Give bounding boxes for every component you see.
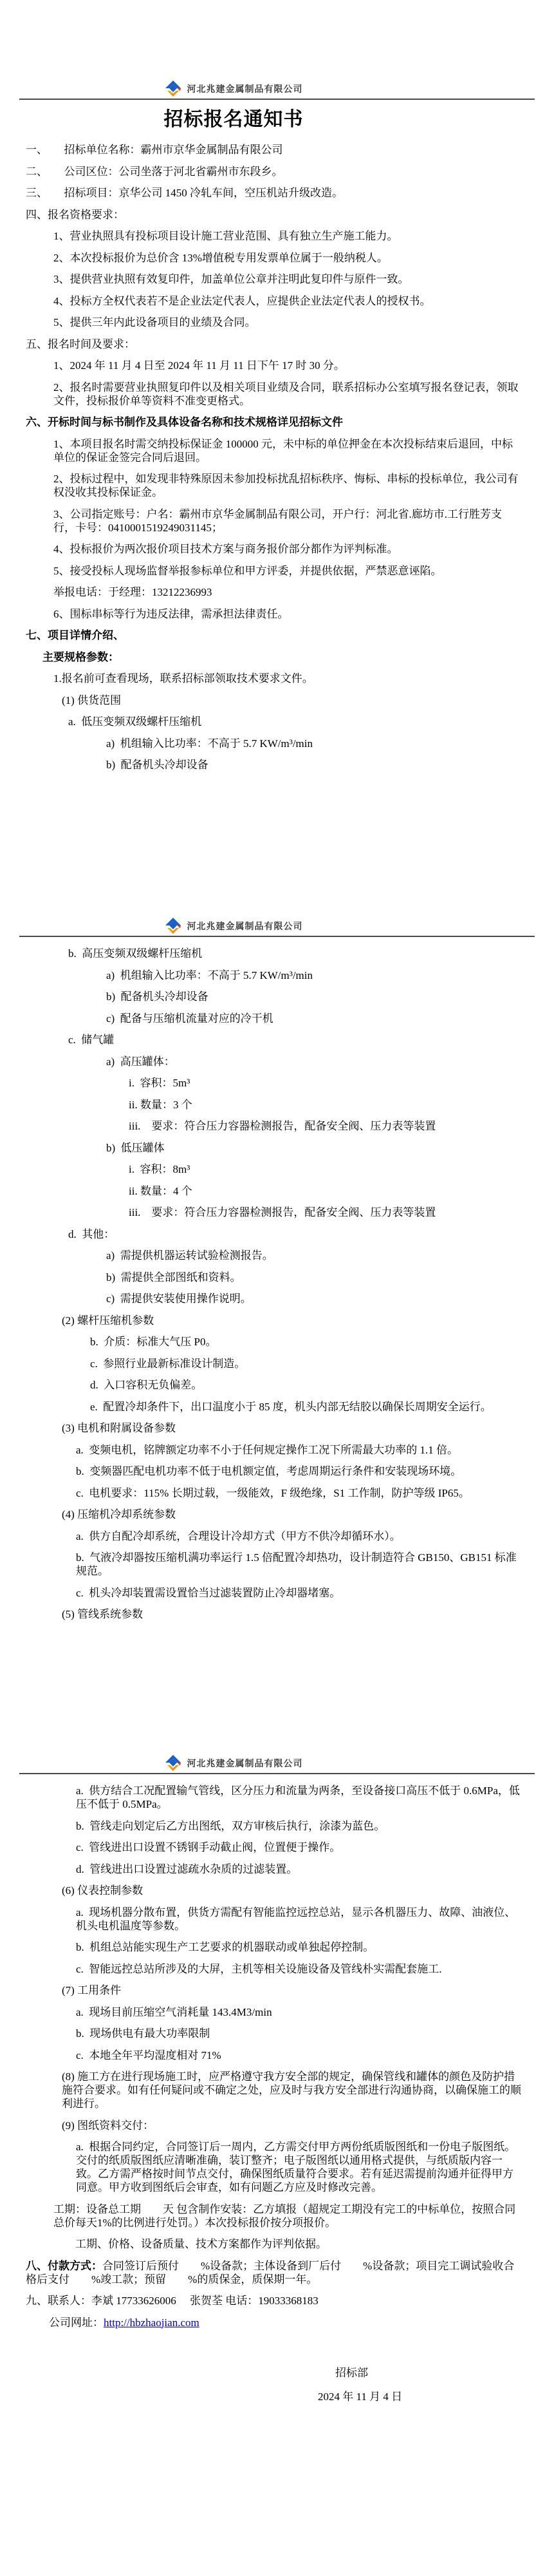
doc-line: iii. 要求：符合压力容器检测报告，配备安全阀、压力表等装置 (129, 1120, 436, 1132)
doc-line: 3、公司指定账号：户名：霸州市京华金属制品有限公司，开户行：河北省.廊坊市.工行胜芳支行，卡号：0410001519249031145； (53, 507, 502, 534)
doc-line: e. 配置冷却条件下，出口温度小于 85 度，机头内部无结胶以确保长周期安全运行。 (90, 1400, 492, 1413)
header-rule (19, 936, 535, 937)
page-2-content (26, 947, 522, 1629)
doc-line: 工期：设备总工期 天 包含制作安装：乙方填报（超规定工期没有完工的中标单位，按照合同总价每天1%的比例进行处罚。）本次投标报价按分项报价。 (53, 2202, 516, 2229)
company-name: 河北兆建金属制品有限公司 (187, 922, 303, 932)
page-header (0, 80, 467, 99)
doc-line: c. 参照行业最新标准设计制造。 (90, 1357, 246, 1370)
doc-line: 公司网址：http://hbzhaojian.com (49, 2316, 199, 2329)
page-1-content (26, 143, 522, 780)
doc-line: a) 机组输入比功率：不高于 5.7 KW/m³/min (106, 969, 313, 981)
doc-line: ii. 数量：3 个 (129, 1098, 192, 1111)
doc-line: 2、投标过程中，如发现非特殊原因未参加投标扰乱招标秩序、悔标、串标的投标单位，我公司有权没收其投标保证金。 (53, 473, 519, 498)
doc-line: b. 管线走向划定后乙方出图纸，双方审核后执行，涂漆为蓝色。 (76, 1819, 385, 1832)
doc-line: iii. 要求：符合压力容器检测报告，配备安全阀、压力表等装置 (129, 1206, 436, 1218)
doc-line: (6) 仪表控制参数 (62, 1884, 143, 1897)
doc-line: 4、投标方全权代表若不是企业法定代表人，应提供企业法定代表人的授权书。 (53, 294, 431, 307)
doc-line: (8) 施工方在进行现场施工时，应严格遵守我方安全部的规定，确保管线和罐体的颜色及防护措施符合要求。如有任何疑问或不确定之处，应及时与我方安全部进行沟通协商，以确保施工的顺利进行。 (62, 2070, 521, 2110)
doc-line: c) 配备与压缩机流量对应的冷干机 (106, 1012, 273, 1025)
doc-line: a) 机组输入比功率：不高于 5.7 KW/m³/min (106, 737, 313, 750)
doc-line-label: 八、付款方式： (26, 2259, 102, 2272)
doc-line: c. 管线进出口设置不锈钢手动截止阀，位置便于操作。 (76, 1841, 341, 1853)
doc-line: i. 容积：5m³ (129, 1077, 190, 1089)
doc-line: d. 管线进出口设置过滤疏水杂质的过滤装置。 (76, 1862, 298, 1875)
footer-department: 招标部 (335, 2367, 368, 2379)
doc-line: (5) 管线系统参数 (62, 1608, 143, 1620)
doc-line: 主要规格参数： (42, 650, 119, 663)
doc-line: c. 机头冷却装置需设置恰当过滤装置防止冷却器堵塞。 (76, 1586, 341, 1599)
company-website-link[interactable]: http://hbzhaojian.com (104, 2316, 199, 2329)
header-rule (19, 99, 535, 100)
doc-line: a) 需提供机器运转试验检测报告。 (106, 1249, 273, 1262)
doc-line: 工期、价格、设备质量、技术方案都作为评判依据。 (75, 2238, 327, 2250)
doc-line: 6、围标串标等行为违反法律，需承担法律责任。 (53, 607, 289, 620)
doc-line: a. 供方自配冷却系统，合理设计冷却方式（甲方不供冷却循环水）。 (76, 1530, 401, 1542)
doc-line: d. 入口容积无负偏差。 (90, 1379, 203, 1391)
doc-line: (3) 电机和附属设备参数 (62, 1422, 176, 1434)
page-3-content (26, 1784, 522, 2337)
doc-line: a. 低压变频双级螺杆压缩机 (68, 715, 202, 728)
doc-line: 三、 招标项目：京华公司 1450 冷轧车间，空压机站升级改造。 (26, 187, 343, 199)
doc-line: 1.报名前可查看现场，联系招标部领取技术要求文件。 (53, 672, 313, 685)
doc-line: a. 根据合同约定，合同签订后一周内，乙方需交付甲方两份纸质版图纸和一份电子版图纸。交付的纸质版图纸应清晰准确，装订整齐；电子版图纸以通用格式提供，与纸质版内容一致。乙方需严格按时间节点交付，确保图纸质量符合要求。若有延迟需提前沟通并征得甲方同意。甲方收到图纸后会审查，如有问题乙方应及时修改完善。 (76, 2141, 516, 2193)
company-name: 河北兆建金属制品有限公司 (187, 1759, 303, 1769)
doc-line: i. 容积：8m³ (129, 1163, 190, 1175)
doc-line: b. 介质：标准大气压 P0。 (90, 1336, 217, 1348)
doc-line: b) 配备机头冷却设备 (106, 759, 208, 771)
page-header (0, 917, 467, 936)
doc-line: 1、2024 年 11 月 4 日至 2024 年 11 月 11 日下午 17 时 30 分。 (53, 359, 345, 372)
doc-line: c) 需提供安装使用操作说明。 (106, 1293, 252, 1305)
doc-line: b. 机组总站能实现生产工艺要求的机器联动或单独起停控制。 (76, 1941, 374, 1953)
doc-line: ii. 数量：4 个 (129, 1184, 192, 1197)
doc-line: (7) 工用条件 (62, 1984, 122, 1996)
doc-line: b. 气液冷却器按压缩机满功率运行 1.5 倍配置冷却热功，设计制造符合 GB150、GB151 标准规范。 (76, 1551, 517, 1577)
doc-line: a. 现场目前压缩空气消耗量 143.4M3/min (76, 2005, 272, 2018)
company-logo-icon (165, 1754, 181, 1772)
doc-line: (1) 供货范围 (62, 694, 122, 706)
doc-line: a. 现场机器分散布置，供货方需配有智能监控远控总站，显示各机器压力、故障、油液位、机头电机温度等参数。 (76, 1906, 516, 1932)
company-logo-icon (165, 917, 181, 935)
doc-line: 4、投标报价为两次报价项目技术方案与商务报价部分都作为评判标准。 (53, 543, 398, 555)
doc-line: 五、报名时间及要求： (26, 337, 135, 350)
doc-line: b. 现场供电有最大功率限制 (76, 2027, 210, 2040)
doc-line: b. 高压变频双级螺杆压缩机 (68, 947, 203, 960)
doc-line: (4) 压缩机冷却系统参数 (62, 1508, 176, 1520)
doc-line: 2、报名时需要营业执照复印件以及相关项目业绩及合同，联系招标办公室填写报名登记表，领取文件，投标报价单等资料不准变更格式。 (53, 381, 519, 407)
doc-line: 1、本项目报名时需交纳投标保证金 100000 元，未中标的单位押金在本次投标结束后退回，中标单位的保证金签完合同后退回。 (53, 437, 513, 464)
doc-line: b) 配备机头冷却设备 (106, 990, 208, 1003)
page-title: 招标报名通知书 (163, 109, 304, 130)
company-name: 河北兆建金属制品有限公司 (187, 85, 303, 95)
doc-line: 六、开标时间与标书制作及具体设备名称和技术规格详见招标文件 (26, 416, 343, 428)
doc-line: c. 储气罐 (68, 1034, 115, 1046)
doc-line: d. 其他： (68, 1227, 115, 1240)
doc-line: c. 电机要求：115% 长期过载，一级能效，F 级绝缘，S1 工作制，防护等级 IP65。 (76, 1486, 470, 1499)
doc-line: 四、报名资格要求： (26, 208, 124, 221)
doc-line: 一、 招标单位名称：霸州市京华金属制品有限公司 (26, 144, 283, 156)
header-rule (19, 1773, 535, 1774)
doc-line: b. 变频器匹配电机功率不低于电机额定值，考虑周期运行条件和安装现场环境。 (76, 1465, 462, 1477)
doc-line: c. 本地全年平均湿度相对 71% (76, 2049, 221, 2061)
doc-line: (2) 螺杆压缩机参数 (62, 1314, 154, 1327)
doc-line: a) 高压罐体： (106, 1055, 175, 1068)
company-logo-icon (165, 80, 181, 98)
doc-line: 2、本次投标报价为总价含 13%增值税专用发票单位属于一般纳税人。 (53, 251, 388, 264)
doc-line: 七、项目详情介绍、 (26, 629, 124, 641)
doc-line: 5、提供三年内此设备项目的业绩及合同。 (53, 316, 256, 328)
doc-line: 举报电话：于经理：13212236993 (53, 586, 212, 598)
page-header (0, 1754, 467, 1774)
doc-line: a. 变频电机，铭牌额定功率不小于任何规定操作工况下所需最大功率的 1.1 倍。 (76, 1443, 459, 1456)
doc-line: 5、接受投标人现场监督举报参标单位和甲方评委，并提供依据，严禁恶意诬陷。 (53, 564, 442, 577)
doc-line: 八、付款方式：合同签订后预付 %设备款；主体设备到厂后付 %设备款；项目完工调试验收合格后支付 %竣工款；预留 %的质保金，质保期一年。 (26, 2259, 515, 2286)
doc-line: c. 智能远控总站所涉及的大屏，主机等相关设施设备及管线朴实需配套施工. (76, 1962, 442, 1975)
doc-line: b) 低压罐体 (106, 1141, 165, 1154)
doc-line: a. 供方结合工况配置输气管线，区分压力和流量为两条，至设备接口高压不低于 0.6MPa，低压不低于 0.5MPa。 (76, 1785, 520, 1810)
doc-line: 九、联系人：李斌 17733626006 张贺荃 电话：19033368183 (26, 2295, 319, 2307)
doc-line: 1、营业执照具有投标项目设计施工营业范围、具有独立生产施工能力。 (53, 230, 398, 242)
doc-line: (9) 图纸资料交付： (62, 2119, 154, 2132)
footer-date: 2024 年 11 月 4 日 (318, 2391, 403, 2403)
doc-line: b) 需提供全部图纸和资料。 (106, 1271, 241, 1283)
doc-line: 3、提供营业执照有效复印件，加盖单位公章并注明此复印件与原件一致。 (53, 273, 409, 285)
doc-line: 二、 公司区位：公司坐落于河北省霸州市东段乡。 (26, 165, 283, 178)
